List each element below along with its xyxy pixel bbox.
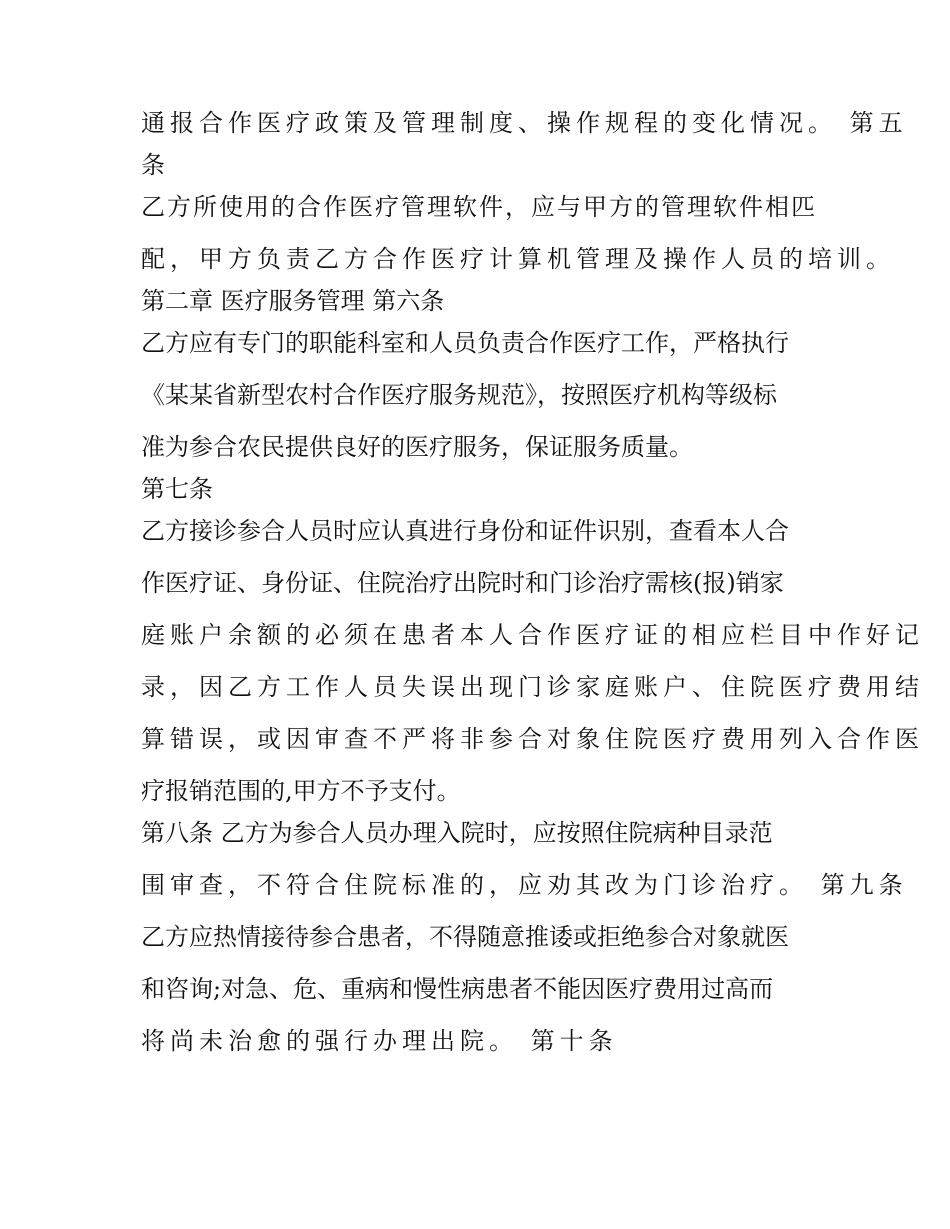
- text-line: 《某某省新型农村合作医疗服务规范》，按照医疗机构等级标: [141, 381, 777, 409]
- text-line: 庭账户余额的必须在患者本人合作医疗证的相应栏目中作好记: [141, 621, 924, 649]
- text-line: 和咨询;对急、危、重病和慢性病患者不能因医疗费用过高而: [141, 975, 774, 1003]
- text-line: 乙方接诊参合人员时应认真进行身份和证件识别，查看本人合: [141, 517, 789, 545]
- document-body: [141, 108, 924, 1056]
- text-line: 围审查，不符合住院标准的，应劝其改为门诊治疗。 第九条: [141, 871, 908, 899]
- text-line: 乙方所使用的合作医疗管理软件，应与甲方的管理软件相匹: [141, 193, 817, 221]
- text-line: 录，因乙方工作人员失误出现门诊家庭账户、住院医疗费用结: [141, 673, 924, 701]
- text-line: 通报合作医疗政策及管理制度、操作规程的变化情况。 第五: [141, 109, 908, 137]
- text-line: 将尚未治愈的强行办理出院。 第十条: [141, 1027, 618, 1055]
- text-line: 疗报销范围的,甲方不予支付。: [141, 777, 461, 805]
- section-heading: 第二章 医疗服务管理 第六条: [141, 287, 445, 315]
- text-line: 作医疗证、身份证、住院治疗出院时和门诊治疗需核(报)销家: [141, 569, 784, 597]
- text-line: 准为参合农民提供良好的医疗服务，保证服务质量。: [141, 433, 693, 461]
- text-line: 条: [141, 151, 165, 179]
- text-line: 第八条 乙方为参合人员办理入院时，应按照住院病种目录范: [141, 819, 773, 847]
- text-line: 乙方应热情接待参合患者，不得随意推诿或拒绝参合对象就医: [141, 923, 789, 951]
- text-line: 乙方应有专门的职能科室和人员负责合作医疗工作，严格执行: [141, 329, 789, 357]
- text-line: 配，甲方负责乙方合作医疗计算机管理及操作人员的培训。: [141, 245, 895, 273]
- text-line: 算错误，或因审查不严将非参合对象住院医疗费用列入合作医: [141, 725, 924, 753]
- article-heading: 第七条: [141, 475, 213, 503]
